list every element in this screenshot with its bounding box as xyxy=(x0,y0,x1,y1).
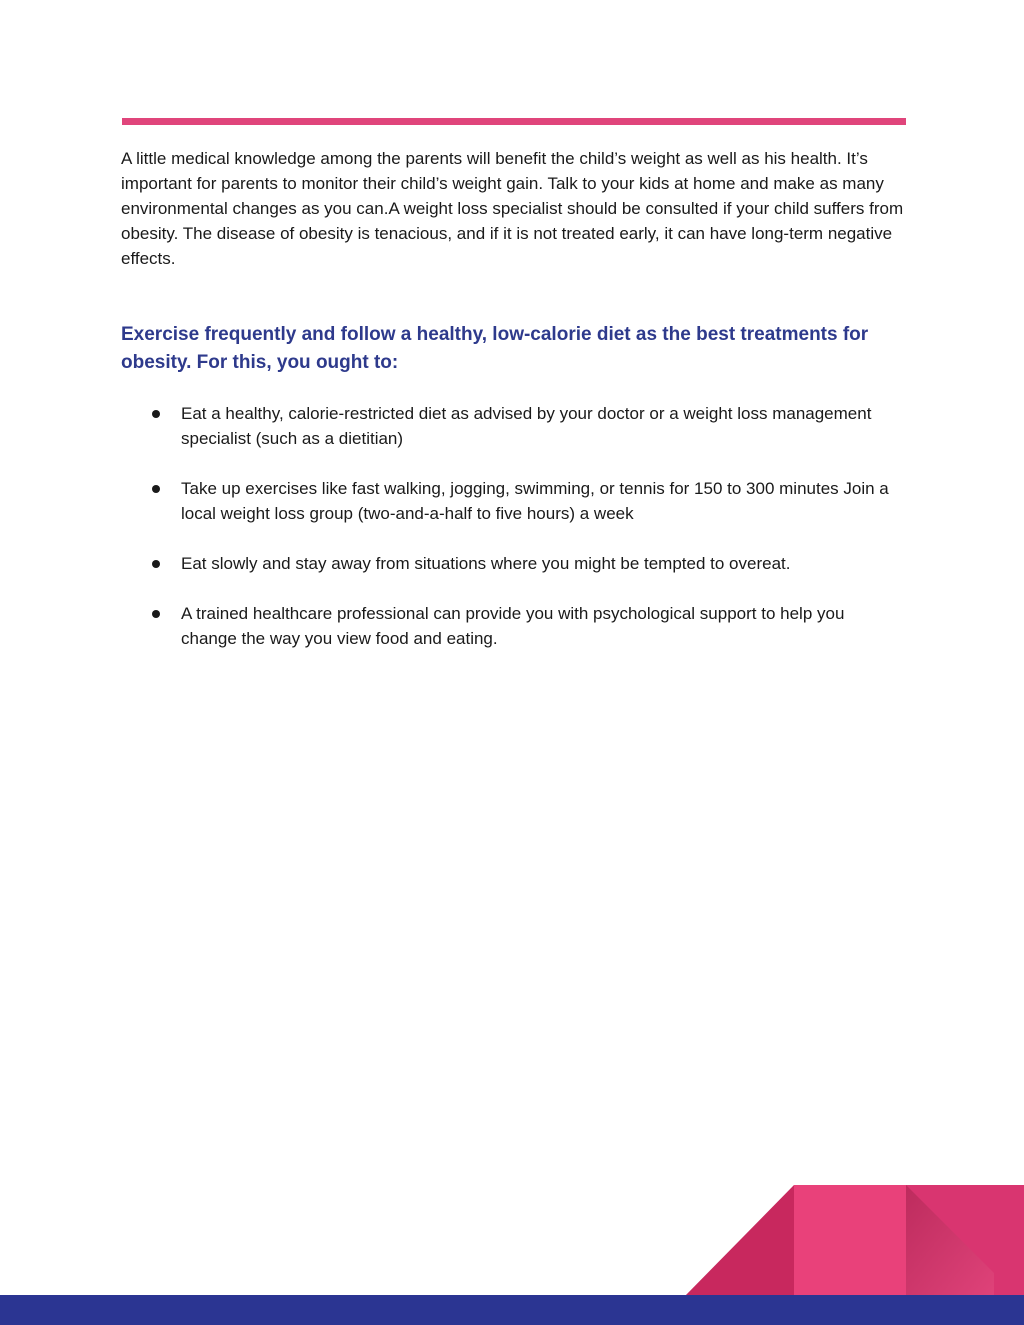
intro-paragraph: A little medical knowledge among the parents will benefit the child’s weight as well as his health. It’s important for parents to monitor their child’s weight gain. Talk to your kids at home and make as many environmental changes as you can.A weight loss specialist should be consulted if your child suffers from obesity. The disease of obesity is tenacious, and if it is not treated early, it can have long-term negative effects. xyxy=(121,149,904,268)
list-item xyxy=(0,551,901,576)
footer-band xyxy=(0,1295,1024,1325)
list-item-text: Eat a healthy, calorie-restricted diet as advised by your doctor or a weight loss management specialist (such as a dietitian) xyxy=(181,404,872,448)
bullet-list xyxy=(0,401,1024,676)
list-item-text: Eat slowly and stay away from situations where you might be tempted to overeat. xyxy=(181,554,791,573)
top-accent-rule xyxy=(122,118,906,125)
list-item xyxy=(0,601,901,651)
bullet-dot-icon xyxy=(152,410,160,418)
bullet-dot-icon xyxy=(152,560,160,568)
bullet-dot-icon xyxy=(152,610,160,618)
corner-triangle-shape xyxy=(684,1185,794,1297)
list-item-text: Take up exercises like fast walking, jogging, swimming, or tennis for 150 to 300 minutes Join a local weight loss group (two-and-a-half to five hours) a week xyxy=(181,479,889,523)
section-heading: Exercise frequently and follow a healthy, low-calorie diet as the best treatments for obesity. For this, you ought to: xyxy=(121,324,869,373)
list-item xyxy=(0,401,901,451)
bullet-dot-icon xyxy=(152,485,160,493)
corner-square-shape xyxy=(794,1185,906,1297)
list-item xyxy=(0,476,901,526)
list-item-text: A trained healthcare professional can provide you with psychological support to help you change the way you view food and eating. xyxy=(181,604,845,648)
